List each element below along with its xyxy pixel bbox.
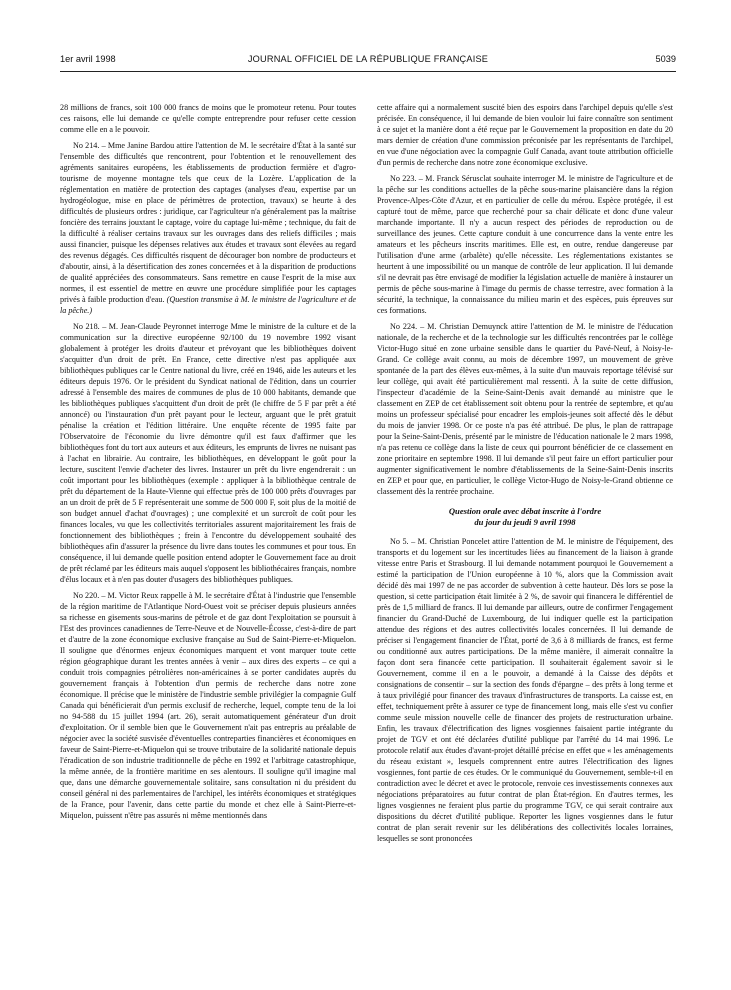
header-date: 1er avril 1998 xyxy=(60,54,116,64)
section-heading-line-2: du jour du jeudi 9 avril 1998 xyxy=(474,517,576,527)
question-224: No 224. – M. Christian Demuynck attire l'attention de M. le ministre de l'éducation nationale, de la recherche et de la technologie sur les difficultés rencontrées par le collège Victor-Hugo situé en zone urbaine sensible dans le quartier du Pavé-Neuf, à Noisy-le-Grand. Ce collège avait connu, au mois de décembre 1997, un mouvement de grève spontanée de la part des élèves eux-mêmes, à la suite d'un mauvais reportage télévisé sur leur collège, qui avait été particulièrement mal ressenti. À la suite de cette diffusion, l'inspecteur d'académie de la Seine-Saint-Denis avait demandé au ministre que le classement en ZEP de cet établissement soit obtenu pour la rentrée de septembre, et qu'au moins un professeur spécialisé pour encadrer les emplois-jeunes soit affecté dès le début du mois de janvier 1998. Or ce poste n'a pas été attribué. De plus, le plan de rattrapage pour la Seine-Saint-Denis, présenté par le ministre de l'éducation nationale le 2 mars 1998, n'a pas retenu ce collège dans la liste de ceux qui pourront bénéficier de ce classement en zone prioritaire en septembre 1998. Il lui demande s'il peut faire un effort particulier pour augmenter significativement le nombre d'établissements de la Seine-Saint-Denis inscrits en ZEP et pour que, en particulier, le collège Victor-Hugo de Noisy-le-Grand obtienne ce classement dès la rentrée prochaine. xyxy=(377,322,673,496)
question-214 xyxy=(60,140,356,316)
header-rule xyxy=(60,71,676,72)
right-column xyxy=(377,102,673,982)
question-220: No 220. – M. Victor Reux rappelle à M. le secrétaire d'État à l'industrie que l'ensemble de la région maritime de l'Atlantique Nord-Ouest voit se préciser depuis plusieurs années sa richesse en gisements sous-marins de pétrole et de gaz dont l'exploitation se poursuit à l'Est des provinces canadiennes de Terre-Neuve et de Nouvelle-Écosse, c'est-à-dire de part et d'autre de la zone économique exclusive française au Sud de Saint-Pierre-et-Miquelon. Il souligne que d'énormes enjeux économiques marquent et vont marquer toute cette région géographique durant les trentes années à venir – aux dires des experts – ce qui a conduit trois compagnies pétrolières non-américaines à se porter candidates auprès du gouvernement français à l'obtention d'un permis de recherche dans notre zone économique. Il précise que le ministère de l'industrie semble privilégier la compagnie Gulf Canada qui bénéficierait d'un permis exclusif de recherche, lequel, compte tenu de la loi no 94-588 du 15 juillet 1994 (art. 26), serait automatiquement générateur d'un droit d'exploitation. Or il semble bien que le Gouvernement n'ait pas entrepris au préalable de négocier avec la société susvisée d'éventuelles contreparties financières et économiques en faveur de Saint-Pierre-et-Miquelon qui se trouve tributaire de la solidarité nationale depuis l'éradication de son industrie traditionnelle de pêche en 1992 et l'arbitrage catastrophique, la même année, de la frontière maritime en ses alentours. Il souligne qu'il imagine mal que, dans une démarche gouvernementale solitaire, sans consultation ni du président du conseil général ni des parlementaires de l'archipel, les intérêts économiques et stratégiques de la France, pour l'avenir, dans cette partie du monde et chez elle à Saint-Pierre-et-Miquelon, puissent n'être pas assurés ni même mentionnés dans xyxy=(60,591,356,820)
header-page-number: 5039 xyxy=(655,54,676,64)
question-220-continued: cette affaire qui a normalement suscité bien des espoirs dans l'archipel depuis qu'elle s'est précisée. En conséquence, il lui demande de bien vouloir lui faire connaître son sentiment à ce sujet et la manière dont a été reçue par le Gouvernement la proposition en date du 20 mars dernier de création d'une commission préconisée par les représentants de l'archipel, en vue d'une négociation avec la compagnie Gulf Canada, avant toute attribution officielle d'un permis de recherche dans notre zone économique exclusive. xyxy=(377,103,673,167)
page-header xyxy=(60,52,676,68)
question-223: No 223. – M. Franck Sérusclat souhaite interroger M. le ministre de l'agriculture et de la pêche sur les conditions actuelles de la pêche sous-marine plaisancière dans la région Provence-Alpes-Côte d'Azur, et en particulier de celle du mérou. Espèce protégée, il est capturé tout de même, parce que recherché pour sa chair délicate et donc d'une valeur marchande importante. Il n'y a aucun respect des périodes de reproduction ou de surveillance des jeunes. Cette capture conduit à une concurrence dans la vente entre les amateurs et les pêcheurs inscrits maritimes. Elle est, en outre, rendue dangereuse par l'utilisation d'une arme (arbalète) qu'elle nécessite. Les réglementations existantes se heurtent à une impossibilité ou un manque de contrôle de leur application. Il lui demande s'il ne devrait pas être envisagé de modifier la législation actuelle de manière à instaurer un permis de pêche sous-marine à l'image du permis de chasse terrestre, avec formation à la sécurité, la technique, la connaissance du milieu marin et des espèces, puis épreuves sur ces formations. xyxy=(377,174,673,315)
section-heading xyxy=(377,506,673,528)
question-214-text: No 214. – Mme Janine Bardou attire l'attention de M. le secrétaire d'État à la santé sur l'ensemble des difficultés que rencontrent, pour l'obtention et le renouvellement des agréments sanitaires européens, les établissements de production fermière et d'agro-tourisme de moyenne montagne tels que ceux de la Lozère. L'application de la réglementation en matière de protection des captages (analyses d'eau, expertise par un hydrogéologue, mise en place de périmètres de protection, travaux) se heurte à des difficultés de plusieurs ordres : juridique, car l'agriculteur n'a généralement pas la maîtrise foncière des terrains jouxtant le captage, voire du captage lui-même ; technique, du fait de la difficulté à réaliser certains travaux sur les ouvrages dans des reliefs difficiles ; mais aussi financier, puisque les dépenses relatives aux études et travaux sont élevées au regard des revenus dégagés. Ces difficultés risquent de décourager bon nombre de producteurs et d'aboutir, ainsi, à la désertification des zones concernées et à la disparition de productions de qualité appréciées des consommateurs. Sans remettre en cause l'esprit de la mise aux normes, il est essentiel de mettre en œuvre une procédure simplifiée pour les captages privés à faible production d'eau. xyxy=(60,141,356,304)
header-journal-title: JOURNAL OFFICIEL DE LA RÉPUBLIQUE FRANÇAISE xyxy=(247,54,489,64)
question-5: No 5. – M. Christian Poncelet attire l'attention de M. le ministre de l'équipement, des transports et du logement sur les incertitudes liées au financement de la liaison à grande vitesse entre Paris et Strasbourg. Il lui demande notamment pourquoi le Gouvernement a estimé la participation de l'Union européenne à 10 %, alors que la Commission avait décidé dès mai 1997 de ne pas accorder de subvention à cette hauteur. Dès lors se pose la question, si cette participation était limitée à 2 %, de savoir qui financera le différentiel de près de 1,5 milliard de francs. Il lui demande par ailleurs, outre de confirmer l'engagement financier du Grand-Duché de Luxembourg, de lui indiquer quelle est la participation attendue des régions et des autres collectivités locales concernées. Il lui demande de préciser si l'engagement financier de l'État, porté de 3,6 à 8 milliards de francs, est ferme ou conditionné aux autres participations. De la même manière, il aimerait connaître la façon dont sera financée cette participation. Il souhaiterait également savoir si le Gouvernement, comme il en a le pouvoir, a demandé à la Caisse des dépôts et consignations de consentir – sur la section des fonds d'épargne – des prêts à long terme et à taux privilégié pour financer des travaux d'infrastructures de transports. La caisse est, en effet, techniquement prête à assurer ce type de financement long, mais elle s'est vu confier comme seule mission nouvelle celle de financer des projets de restructuration urbaine. Enfin, les travaux d'électrification des lignes vosgiennes faisaient partie intégrante du projet de TGV et ont été déclarées d'utilité publique par l'arrêté du 14 mai 1996. Le protocole relatif aux études d'avant-projet détaillé précise en effet que « les aménagements du réseau existant », lesquels comprennent entre autres l'électrification des lignes vosgiennes, font partie de ces études. Or le communiqué du Gouvernement, semble-t-il en contradiction avec le décret et avec le protocole, renvoie ces investissements connexes aux négociations préparatoires au futur contrat de plan État-région. En d'autres termes, les lignes vosgiennes ne feraient plus partie du programme TGV, ce qui serait contraire aux dispositions du décret d'utilité publique. Reporter les lignes vosgiennes dans le futur contrat de plan serait revenir sur les délibérations des collectivités locales lorraines, lesquelles se sont prononcées xyxy=(377,537,673,843)
left-column xyxy=(60,102,356,982)
paragraph-continued: 28 millions de francs, soit 100 000 francs de moins que le promoteur retenu. Pour toutes ces raisons, elle lui demande ce qu'elle compte entreprendre pour refuser cette cession comme elle en a le pouvoir. xyxy=(60,103,356,134)
section-heading-line-1: Question orale avec débat inscrite à l'ordre xyxy=(448,506,602,516)
question-218: No 218. – M. Jean-Claude Peyronnet interroge Mme le ministre de la culture et de la communication sur la directive européenne 92/100 du 19 novembre 1992 visant globalement à protéger les droits d'auteur et prévoyant que les bibliothèques doivent s'acquitter d'un droit de prêt. En France, cette directive n'est pas appliquée aux bibliothèques publiques car le Centre national du livre, créé en 1946, aide les auteurs et les éditeurs depuis 1976. Or le président du Syndicat national de l'édition, dans un courrier adressé à l'ensemble des maires de communes de plus de 10 000 habitants, demande que les bibliothèques publiques s'acquittent d'un droit de prêt (le chiffre de 5 F par prêt a été annoncé) ou l'instauration d'un prêt payant pour le lecteur, arguant que le prêt gratuit pénalise la création et l'édition littéraire. Une enquête récente de 1995 faite par l'Observatoire de l'économie du livre démontre qu'il est faux d'affirmer que les bibliothèques font du tort aux auteurs et aux éditeurs, les emprunts de livres ne nuisant pas à l'achat en librairie. Au contraire, les bibliothèques, en développant le goût pour la lecture, suscitent l'envie d'acheter des livres. Instaurer un prêt du livre engendrerait : un coût important pour les bibliothèques (exemple : appliquer à la bibliothèque centrale de prêt du département de la Haute-Vienne qui effectue près de 100 000 prêts d'ouvrages par an un droit de prêt de 5 F représenterait une somme de 500 000 F, soit plus de la moitié de son budget annuel d'achat d'ouvrages) ; une complexité et un surcroît de coût pour les finances locales, vu que les collectivités territoriales assurent majoritairement les frais de fonctionnement des bibliothèques ; frein à l'encontre du développement souhaité des bibliothèques afin d'assurer la présence du livre dans toutes les communes et pour tous. En conséquence, il lui demande quelle position entend adopter le Gouvernement face au droit de prêt réclamé par les éditeurs mais auquel s'opposent les bibliothécaires français, nombre d'élus locaux et à n'en pas douter d'usagers des bibliothèques publiques. xyxy=(60,322,356,584)
question-214-transmission: (Question transmise à M. le ministre de l'agriculture et de la pêche.) xyxy=(60,295,356,315)
journal-page xyxy=(60,52,676,982)
